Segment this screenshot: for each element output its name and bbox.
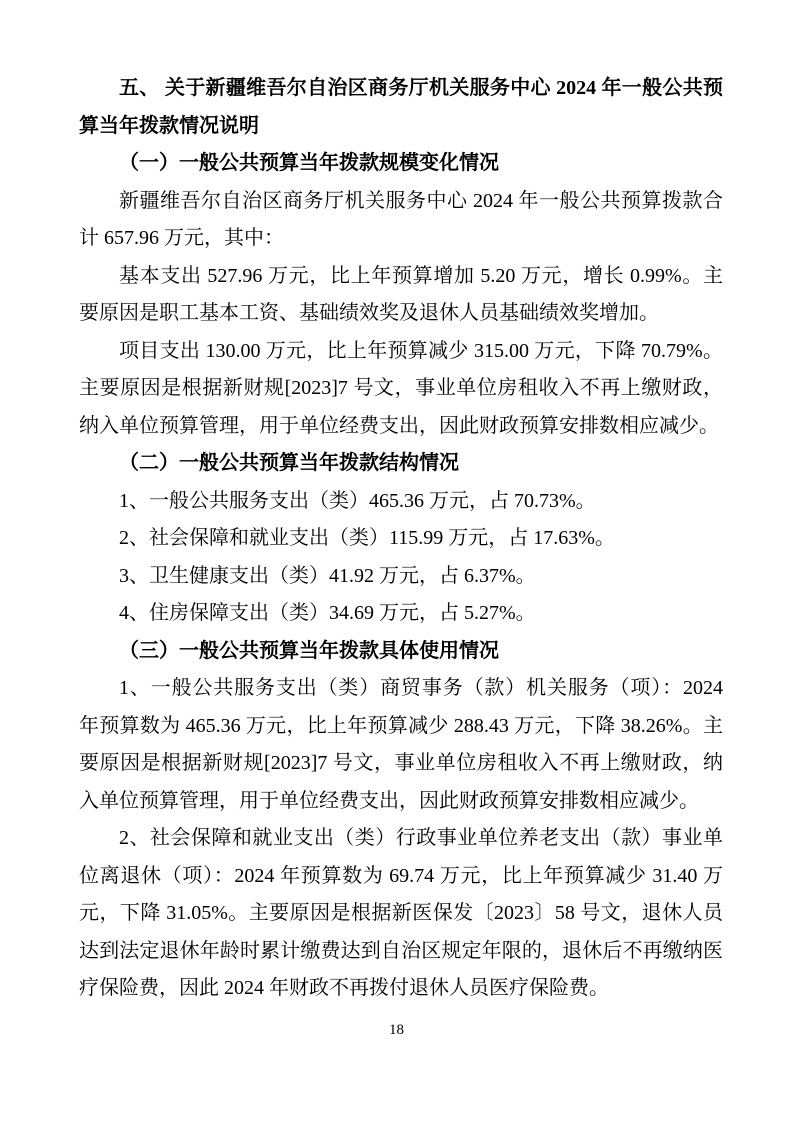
page-number: 18 — [389, 1022, 404, 1038]
subsection-heading-1: （一）一般公共预算当年拨款规模变化情况 — [119, 152, 499, 174]
section-heading-5: 五、 关于新疆维吾尔自治区商务厅机关服务中心 2024 年一般公共预算当年拨款情况说明 — [79, 77, 723, 137]
list-item-housing: 4、住房保障支出（类）34.69 万元，占 5.27%。 — [119, 602, 536, 624]
list-item-social-security: 2、社会保障和就业支出（类）115.99 万元，占 17.63%。 — [119, 527, 615, 549]
subsection-heading-2: （二）一般公共预算当年拨款结构情况 — [119, 452, 459, 474]
list-item-health: 3、卫生健康支出（类）41.92 万元，占 6.37%。 — [119, 564, 536, 587]
document-body — [79, 70, 723, 1008]
para-usage-pension: 2、社会保障和就业支出（类）行政事业单位养老支出（款）事业单位离退休（项）：2024 年预算数为 69.74 万元，比上年预算减少 31.40 万元，下降 31.05%。主要原因是根据新医保发〔2023〕58 号文，退休人员达到法定退休年龄时累计缴费达到自治区规定年限的，退休后不再缴纳医疗保险费，因此 2024 年财政不再拨付退休人员医疗保险费。 — [79, 827, 723, 999]
para-total-appropriation: 新疆维吾尔自治区商务厅机关服务中心 2024 年一般公共预算拨款合计 657.96 万元，其中： — [79, 189, 723, 249]
para-basic-expenditure: 基本支出 527.96 万元，比上年预算增加 5.20 万元，增长 0.99%。主要原因是职工基本工资、基础绩效奖及退休人员基础绩效奖增加。 — [79, 264, 723, 324]
subsection-heading-3: （三）一般公共预算当年拨款具体使用情况 — [119, 639, 499, 662]
para-usage-general-services: 1、一般公共服务支出（类）商贸事务（款）机关服务（项）：2024 年预算数为 465.36 万元，比上年预算减少 288.43 万元，下降 38.26%。主要原因是根据新财规[2023]7 号文，事业单位房租收入不再上缴财政，纳入单位预算管理，用于单位经费支出，因此财政预算安排数相应减少。 — [79, 677, 723, 812]
para-project-expenditure: 项目支出 130.00 万元，比上年预算减少 315.00 万元，下降 70.79%。主要原因是根据新财规[2023]7 号文，事业单位房租收入不再上缴财政，纳入单位预算管理，用于单位经费支出，因此财政预算安排数相应减少。 — [79, 339, 723, 437]
list-item-general-services: 1、一般公共服务支出（类）465.36 万元，占 70.73%。 — [119, 489, 596, 512]
